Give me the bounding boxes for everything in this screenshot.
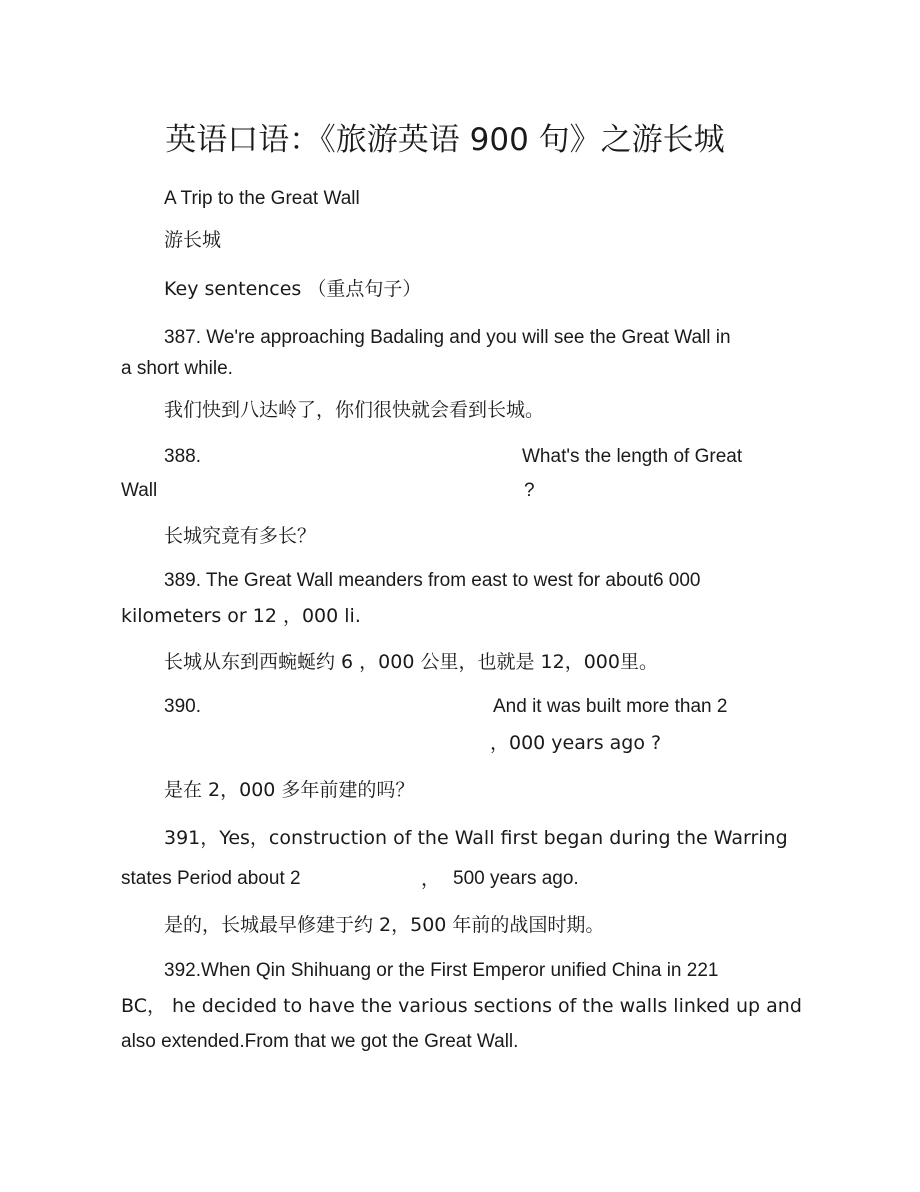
sentence-387-line2: a short while. <box>121 358 233 379</box>
sentence-389-translation: 长城从东到西蜿蜒约 6 ，000 公里，也就是 12，000里。 <box>164 651 658 673</box>
sentence-389-line2: kilometers or 12 ，000 li. <box>121 605 361 627</box>
sentence-388-text-b: Wall <box>121 480 158 501</box>
subtitle-chinese: 游长城 <box>164 229 222 251</box>
sentence-391-line2-comma: ， <box>421 868 441 890</box>
key-sentences-heading: Key sentences （重点句子） <box>164 278 422 300</box>
sentence-390-translation: 是在 2，000 多年前建的吗？ <box>164 779 415 801</box>
sentence-391-line2-c: 500 years ago. <box>453 868 579 889</box>
sentence-392-line3: also extended.From that we got the Great Wall. <box>121 1031 519 1052</box>
sentence-390-text-a: And it was built more than 2 <box>493 696 728 717</box>
sentence-392-line2: BC， he decided to have the various sections of the walls linked up and <box>121 995 802 1017</box>
sentence-392-line1: 392.When Qin Shihuang or the First Emperor unified China in 221 <box>164 960 719 981</box>
sentence-387-translation: 我们快到八达岭了，你们很快就会看到长城。 <box>164 399 545 421</box>
sentence-388-number: 388. <box>164 446 201 467</box>
sentence-391-line1: 391，Yes，construction of the Wall first began during the Warring <box>164 827 788 849</box>
page-title: 英语口语：《旅游英语 900 句》之游长城 <box>165 122 725 158</box>
sentence-390-text-b: ，000 years ago ? <box>490 732 662 754</box>
sentence-391-line2-a: states Period about 2 <box>121 868 301 889</box>
sentence-388-question-mark: ? <box>524 480 535 501</box>
sentence-388-translation: 长城究竟有多长？ <box>164 525 317 547</box>
sentence-390-number: 390. <box>164 696 201 717</box>
sentence-391-translation: 是的，长城最早修建于约 2，500 年前的战国时期。 <box>164 914 605 936</box>
subtitle-english: A Trip to the Great Wall <box>164 188 360 209</box>
sentence-389-line1: 389. The Great Wall meanders from east to west for about6 000 <box>164 570 701 591</box>
sentence-388-text-a: What's the length of Great <box>522 446 743 467</box>
sentence-387-line1: 387. We're approaching Badaling and you will see the Great Wall in <box>164 327 731 348</box>
